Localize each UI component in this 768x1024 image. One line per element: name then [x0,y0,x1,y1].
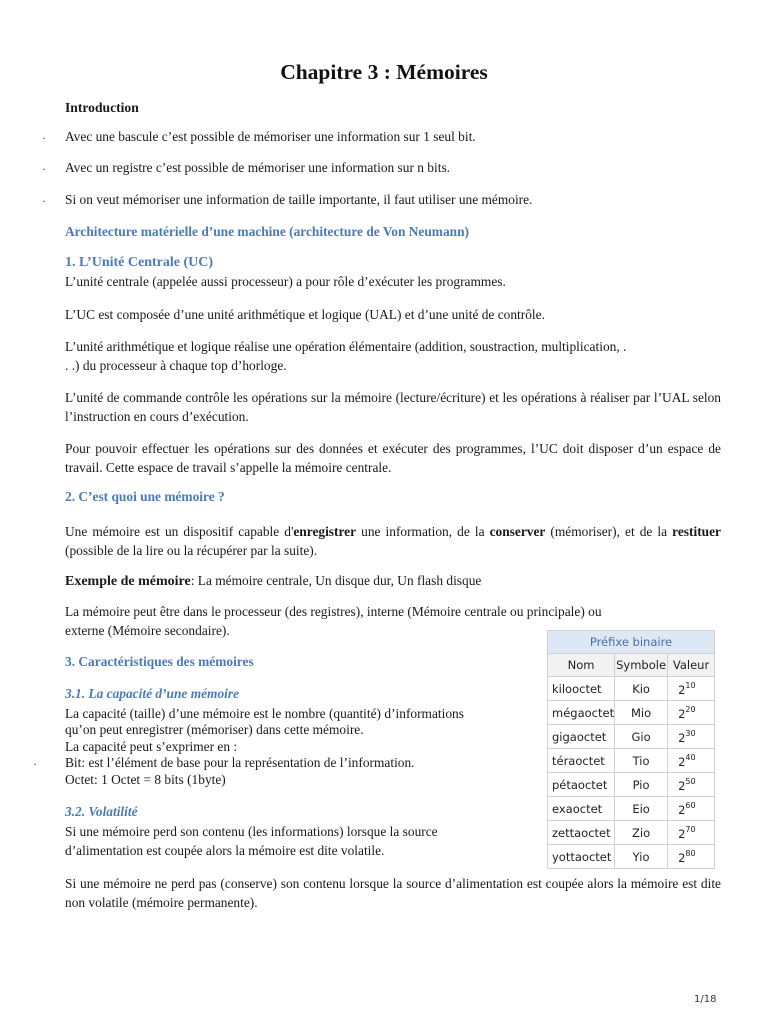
bullet-marker: · [42,194,46,208]
intro-heading: Introduction [65,100,139,115]
memoire-heading: 2. C’est quoi une mémoire ? [65,489,225,504]
volatile-line: d’alimentation est coupée alors la mémoire est dite volatile. [65,843,385,858]
table-row: zettaoctet Zio $2^{70}$ [548,821,715,845]
volatilite-heading: 3.2. Volatilité [65,804,138,819]
table-row: pétaoctet Pio $2^{50}$ [548,773,715,797]
table-header-symbole: Symbole [615,654,668,677]
table-row: téraoctet Tio $2^{40}$ [548,749,715,773]
table-caption: Préfixe binaire [548,631,715,654]
table-row: exaoctet Eio $2^{60}$ [548,797,715,821]
bullet-marker: · [42,162,46,176]
architecture-heading: Architecture matérielle d’une machine (architecture de Von Neumann) [65,224,470,239]
volatile-line: Si une mémoire perd son contenu (les informations) lorsque la source [65,824,438,839]
location-line1: La mémoire peut être dans le processeur (des registres), interne (Mémoire centrale ou principale) ou [65,604,602,619]
table-row: gigaoctet Gio $2^{30}$ [548,725,715,749]
commande-paragraph: L’unité de commande contrôle les opérations sur la mémoire (lecture/écriture) et les opérations à réaliser par l’UAL selon l’instruction en cours d’exécution. [65,390,721,424]
octet-line: Octet: 1 Octet = 8 bits (1byte) [65,772,226,787]
bullet-marker: · [42,131,46,145]
bit-line: Bit: est l’élément de base pour la représentation de l’information. [65,755,415,770]
uc-heading: 1. L’Unité Centrale (UC) [65,255,214,270]
ual-paragraph-line2: . .) du processeur à chaque top d’horloge. [65,358,287,373]
intro-bullet: Si on veut mémoriser une information de taille importante, il faut utiliser une mémoire. [65,192,533,207]
capacite-line: La capacité peut s’exprimer en : [65,739,238,754]
table-row: kilooctet Kio $2^{10}$ [548,677,715,701]
intro-bullet: Avec un registre c’est possible de mémoriser une information sur n bits. [65,160,451,175]
capacite-line: qu’on peut enregistrer (mémoriser) dans cette mémoire. [65,722,364,737]
table-row: yottaoctet Yio $2^{80}$ [548,845,715,869]
uc-paragraph: L’unité centrale (appelée aussi processeur) a pour rôle d’exécuter les programmes. [65,274,506,289]
table-header-valeur: Valeur [668,654,715,677]
capacite-line: La capacité (taille) d’une mémoire est le nombre (quantité) d’informations [65,706,464,721]
example-line: Exemple de mémoire: La mémoire centrale, Un disque dur, Un flash disque [65,573,482,589]
intro-bullet: Avec une bascule c’est possible de mémoriser une information sur 1 seul bit. [65,129,476,144]
memoire-definition: Une mémoire est un dispositif capable d'enregistrer une information, de la conserver (mémoriser), et de la restituer (possible de la lire ou la récupérer par la suite). [65,524,721,558]
bullet-marker: · [33,757,37,771]
table-row: mégaoctet Mio $2^{20}$ [548,701,715,725]
capacite-heading: 3.1. La capacité d’une mémoire [65,686,240,701]
caracteristiques-heading: 3. Caractéristiques des mémoires [65,654,254,669]
page-title: Chapitre 3 : Mémoires [280,60,488,84]
binary-prefix-table [547,630,715,869]
location-line2: externe (Mémoire secondaire). [65,623,230,638]
non-volatile-paragraph: Si une mémoire ne perd pas (conserve) son contenu lorsque la source d’alimentation est coupée alors la mémoire est dite non volatile (mémoire permanente). [65,876,721,910]
uc-paragraph: L’UC est composée d’une unité arithmétique et logique (UAL) et d’une unité de contrôle. [65,307,545,322]
ual-paragraph-line1: L’unité arithmétique et logique réalise une opération élémentaire (addition, soustraction, multiplication, . [65,339,627,354]
page-number: 1/18 [694,994,717,1005]
table-header-nom: Nom [548,654,615,677]
espace-travail-paragraph: Pour pouvoir effectuer les opérations sur des données et exécuter des programmes, l’UC doit disposer d’un espace de travail. Cette espace de travail s’appelle la mémoire centrale. [65,441,721,475]
